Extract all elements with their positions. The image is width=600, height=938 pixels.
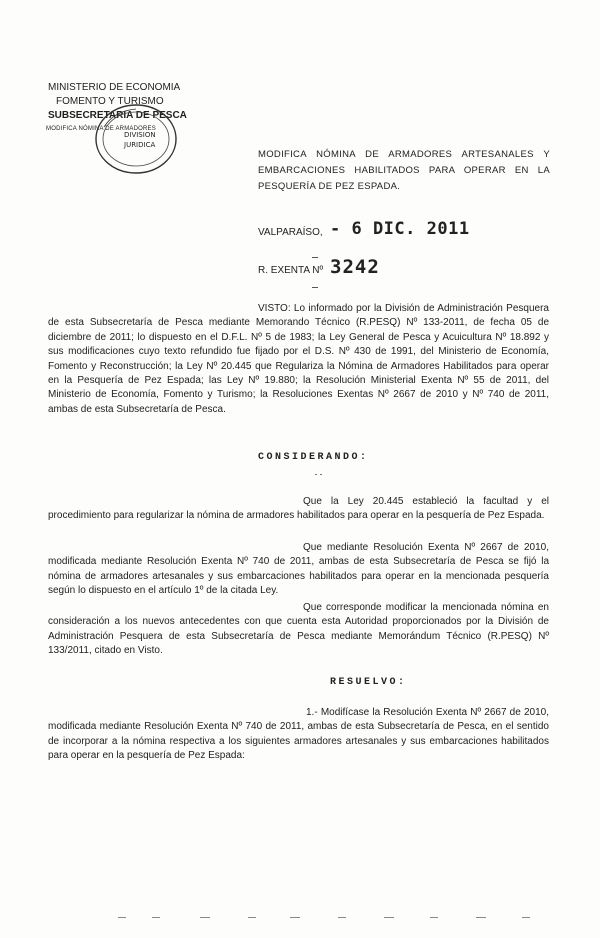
resolution-label: R. EXENTA Nº: [258, 265, 324, 276]
date-stamp: - 6 DIC. 2011: [330, 219, 470, 239]
subsecretaria-name: SUBSECRETARIA DE PESCA: [48, 110, 187, 121]
mark-dash: [312, 257, 318, 258]
scan-mark: [200, 917, 210, 918]
seal-text-division: DIVISION: [124, 131, 156, 139]
mark-dash: [312, 287, 318, 288]
seal-text-juridica: JURIDICA: [124, 141, 156, 149]
scan-mark: [476, 917, 486, 918]
resuelvo-paragraph-1: 1.- Modifícase la Resolución Exenta Nº 2667 de 2010, modificada mediante Resolución Exenta Nº 740 de 2011, ambas de esta Subsecretaría de Pesca, en el sentido de incorporar a la nómina respectiva a los siguientes armadores artesanales y sus embarcaciones habilitados para operar en la pesquería de Pez Espada:: [48, 707, 549, 762]
scan-mark: [522, 917, 530, 918]
ministry-subname: FOMENTO Y TURISMO: [56, 96, 164, 107]
considerando-paragraph-1: Que la Ley 20.445 estableció la facultad y el procedimiento para regularizar la nómina de armadores habilitados para operar en la pesquería de Pez Espada.: [48, 496, 549, 522]
scan-mark: [152, 917, 160, 918]
considerando-heading: CONSIDERANDO:: [258, 452, 369, 463]
resuelvo-heading: RESUELVO:: [330, 677, 407, 688]
ministry-name: MINISTERIO DE ECONOMIA: [48, 82, 181, 93]
scan-speck: [320, 474, 322, 475]
resolution-number: 3242: [330, 256, 380, 278]
visto-paragraph: VISTO: Lo informado por la División de Administración Pesquera de esta Subsecretaría de Pesca mediante Memorando Técnico (R.PESQ) Nº 133-2011, de fecha 05 de diciembre de 2011; lo dispuesto en el D.F.L. Nº 5 de 1983; la Ley General de Pesca y Acuicultura Nº 18.892 y sus modificaciones cuyo texto refundido fue fijado por el D.S. Nº 430 de 1991, del Ministerio de Economía, Fomento y Reconstrucción; la Ley Nº 20.445 que Regulariza la Nómina de Armadores Habilitados para operar en la Pesquería de Pez Espada; las Ley Nº 19.880; la Resolución Ministerial Exenta Nº 55 de 2011, del Ministerio de Economía, Fomento y Turismo; la Resoluciones Exentas Nº 2667 de 2010 y Nº 740 de 2011, ambas de esta Subsecretaría de Pesca.: [48, 303, 549, 415]
margin-reference: MODIFICA NÓMINA DE ARMADORES: [46, 126, 156, 132]
considerando-paragraph-3: Que corresponde modificar la mencionada nómina en consideración a los nuevos antecedentes con que cuenta esta Autoridad proporcionados por la División de Administración Pesquera de esta Subsecretaría de Pesca mediante Memorándum Técnico (R.PESQ) Nº 133/2011, citado en Visto.: [48, 602, 549, 657]
scan-mark: [248, 917, 256, 918]
scan-mark: [290, 917, 300, 918]
scan-mark: [430, 917, 438, 918]
scan-mark: [118, 917, 126, 918]
scan-mark: [384, 917, 394, 918]
scan-mark: [338, 917, 346, 918]
scan-speck: [315, 474, 317, 475]
place-label: VALPARAÍSO,: [258, 227, 323, 238]
juridica-seal-stamp: [84, 103, 180, 175]
considerando-paragraph-2: Que mediante Resolución Exenta Nº 2667 de 2010, modificada mediante Resolución Exenta Nº 740 de 2011, ambas de esta Subsecretaría de Pesca se fijó la nómina de armadores artesanales y sus embarcaciones habilitados para operar en la mencionada pesquería según lo dispuesto en el artículo 1º de la citada Ley.: [48, 542, 549, 597]
resolution-subject: MODIFICA NÓMINA DE ARMADORES ARTESANALES Y EMBARCACIONES HABILITADOS PARA OPERAR EN LA PESQUERÍA DE PEZ ESPADA.: [258, 149, 550, 192]
